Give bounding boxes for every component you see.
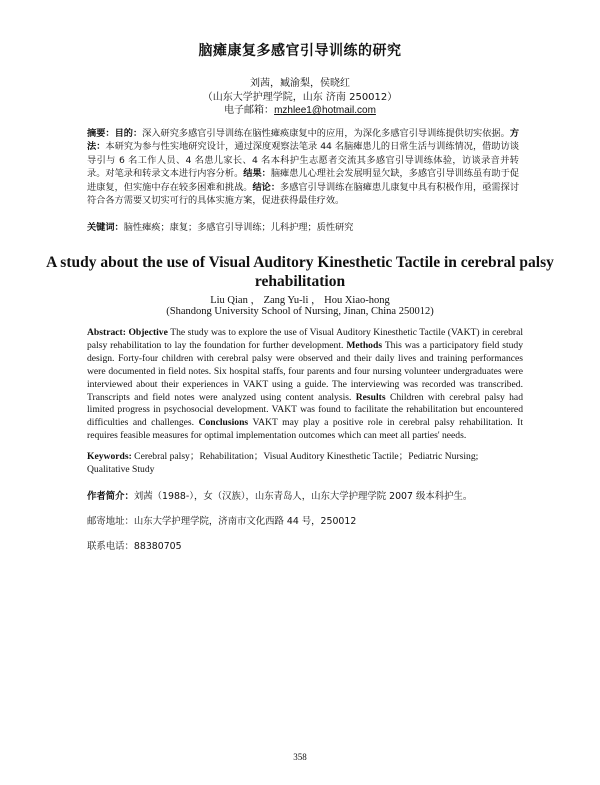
english-abstract bbox=[87, 327, 523, 443]
en-methods-label: Methods bbox=[346, 339, 383, 351]
chinese-abstract bbox=[87, 127, 519, 207]
author-info bbox=[87, 488, 527, 502]
email-label: 电子邮箱： bbox=[224, 105, 275, 116]
english-affiliation: (Shandong University School of Nursing, Jinan, China 250012) bbox=[166, 306, 434, 317]
en-results-text: Children with cerebral palsy had limited progress in psychosocial development. VAKT was found to facilitate the rehabilitation but encountered difficulties and challenges. bbox=[87, 391, 523, 429]
page-number: 358 bbox=[293, 752, 307, 762]
abstract-label: 摘要： bbox=[87, 128, 115, 139]
objective-label: 目的： bbox=[114, 128, 143, 139]
en-objective-label: Objective bbox=[128, 327, 168, 338]
en-methods-text: This was a participatory field study design. Forty-four children with cerebral palsy were observed and their daily lives and training performances were documented in field notes. Six hospital staffs, four parents and four nursing volunteer undergraduates were interviewed about their experiences in VAKT using a guide. The interviewing was recorded was transcribed. Transcripts and field notes were analyzed using content analysis. bbox=[87, 339, 523, 403]
result-label: 结果： bbox=[243, 168, 271, 180]
en-keywords-text: Cerebral palsy；Rehabilitation；Visual Auditory Kinesthetic Tactile；Pediatric Nursing; Qualitative Study bbox=[87, 451, 479, 475]
english-keywords bbox=[87, 450, 523, 476]
en-results-label: Results bbox=[355, 391, 386, 403]
method-text: 本研究为参与性实地研究设计，通过深度观察法笔录 44 名脑瘫患儿的日常生活与训练情况，借助访谈导引与 6 名工作人员、4 名患儿家长、4 名本科护生志愿者交流其多感官引导训练体验，访谈录音并转录。对笔录和转录文本进行内容分析。 bbox=[87, 141, 520, 180]
address-text: 山东大学护理学院，济南市文化西路 44 号，250012 bbox=[133, 516, 357, 527]
en-abstract-label: Abstract: bbox=[87, 327, 126, 338]
result-text: 脑瘫患儿心理社会发展明显欠缺，多感官引导训练虽有助于促进康复，但实施中存在较多困难和挑战。 bbox=[87, 168, 520, 193]
en-keywords-label: Keywords: bbox=[87, 451, 132, 462]
english-title: A study about the use of Visual Auditory Kinesthetic Tactile in cerebral palsy rehabilitation bbox=[46, 254, 554, 290]
phone-label: 联系电话： bbox=[87, 541, 134, 552]
mailing-address bbox=[87, 513, 527, 527]
keywords-label: 关键词： bbox=[87, 222, 124, 233]
email-link[interactable]: mzhlee1@hotmail.com bbox=[274, 105, 376, 116]
contact-phone bbox=[87, 538, 527, 552]
english-authors: Liu Qian ， Zang Yu-li ， Hou Xiao-hong bbox=[210, 295, 390, 306]
phone-number: 88380705 bbox=[133, 541, 182, 552]
chinese-keywords bbox=[87, 221, 519, 234]
address-label: 邮寄地址： bbox=[87, 516, 134, 527]
en-objective-text: The study was to explore the use of Visual Auditory Kinesthetic Tactile (VAKT) in cerebral palsy rehabilitation to lay the foundation for further development. bbox=[87, 327, 523, 351]
conclusion-text: 多感官引导训练在脑瘫患儿康复中具有积极作用，亟需探讨符合各方需要又切实可行的具体实施方案，促进获得最佳疗效。 bbox=[87, 181, 520, 207]
method-label: 方法： bbox=[87, 128, 520, 153]
chinese-email-line bbox=[0, 101, 600, 116]
objective-text: 深入研究多感官引导训练在脑性瘫痪康复中的应用，为深化多感官引导训练提供切实依据。 bbox=[142, 128, 510, 139]
chinese-title: 脑瘫康复多感官引导训练的研究 bbox=[198, 43, 402, 59]
en-conclusions-text: VAKT may play a positive role in cerebral palsy rehabilitation. It requires feasible measures for optimal implementation outcomes which can meet all parties' needs. bbox=[87, 417, 524, 442]
en-conclusions-label: Conclusions bbox=[198, 417, 249, 429]
author-info-label: 作者简介： bbox=[87, 491, 134, 502]
chinese-authors: 刘茜，臧渝梨，侯晓红 bbox=[250, 78, 350, 89]
chinese-affiliation: （山东大学护理学院，山东 济南 250012） bbox=[202, 92, 398, 103]
author-info-text: 刘茜（1988-），女（汉族），山东青岛人，山东大学护理学院 2007 级本科护生。 bbox=[133, 491, 473, 502]
conclusion-label: 结论： bbox=[252, 181, 281, 193]
keywords-text: 脑性瘫痪；康复；多感官引导训练；儿科护理；质性研究 bbox=[123, 222, 354, 233]
